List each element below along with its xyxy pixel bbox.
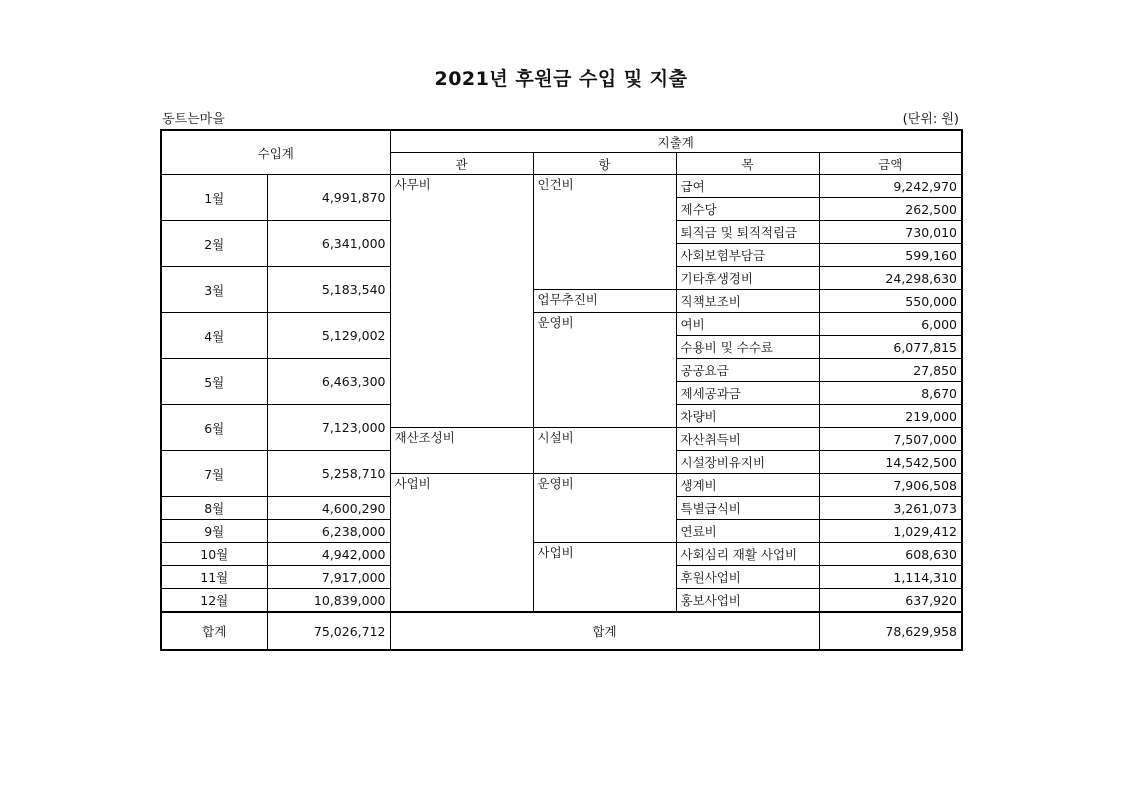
income-amount: 6,238,000 xyxy=(267,520,390,543)
income-month: 11월 xyxy=(161,566,267,589)
mok-name: 연료비 xyxy=(676,520,819,543)
income-month: 9월 xyxy=(161,520,267,543)
income-total-amount: 75,026,712 xyxy=(267,612,390,650)
income-header: 수입계 xyxy=(161,130,390,175)
hang-cell: 사업비 xyxy=(533,543,676,613)
mok-name: 공공요금 xyxy=(676,359,819,382)
mok-name: 사회심리 재활 사업비 xyxy=(676,543,819,566)
mok-amount: 7,507,000 xyxy=(819,428,962,451)
mok-name: 자산취득비 xyxy=(676,428,819,451)
gwan-cell: 재산조성비 xyxy=(390,428,533,474)
income-amount: 6,341,000 xyxy=(267,221,390,267)
expense-total-label: 합계 xyxy=(390,612,819,650)
income-month: 2월 xyxy=(161,221,267,267)
mok-amount: 262,500 xyxy=(819,198,962,221)
mok-name: 홍보사업비 xyxy=(676,589,819,613)
gwan-cell: 사업비 xyxy=(390,474,533,613)
income-amount: 10,839,000 xyxy=(267,589,390,613)
income-total-label: 합계 xyxy=(161,612,267,650)
mok-amount: 14,542,500 xyxy=(819,451,962,474)
hang-cell: 업무추진비 xyxy=(533,290,676,313)
income-month: 10월 xyxy=(161,543,267,566)
income-month: 3월 xyxy=(161,267,267,313)
unit-label: (단위: 원) xyxy=(902,112,959,127)
mok-name: 여비 xyxy=(676,313,819,336)
mok-name: 제세공과금 xyxy=(676,382,819,405)
table-row xyxy=(161,543,962,566)
hang-cell: 운영비 xyxy=(533,313,676,428)
mok-amount: 219,000 xyxy=(819,405,962,428)
mok-amount: 6,077,815 xyxy=(819,336,962,359)
hang-header: 항 xyxy=(533,153,676,175)
income-month: 12월 xyxy=(161,589,267,613)
amount-header: 금액 xyxy=(819,153,962,175)
income-month: 5월 xyxy=(161,359,267,405)
income-month: 1월 xyxy=(161,175,267,221)
mok-amount: 608,630 xyxy=(819,543,962,566)
hang-cell: 인건비 xyxy=(533,175,676,290)
organization-name: 동트는마을 xyxy=(162,112,225,127)
table-row xyxy=(161,175,962,198)
mok-name: 퇴직금 및 퇴직적립금 xyxy=(676,221,819,244)
income-amount: 7,123,000 xyxy=(267,405,390,451)
expense-header: 지출계 xyxy=(390,130,962,153)
income-amount: 5,183,540 xyxy=(267,267,390,313)
gwan-header: 관 xyxy=(390,153,533,175)
mok-name: 제수당 xyxy=(676,198,819,221)
table-row xyxy=(161,313,962,336)
mok-name: 기타후생경비 xyxy=(676,267,819,290)
mok-amount: 550,000 xyxy=(819,290,962,313)
mok-amount: 24,298,630 xyxy=(819,267,962,290)
page-title: 2021년 후원금 수입 및 지출 xyxy=(434,68,688,90)
income-month: 8월 xyxy=(161,497,267,520)
mok-amount: 8,670 xyxy=(819,382,962,405)
income-amount: 5,129,002 xyxy=(267,313,390,359)
income-month: 7월 xyxy=(161,451,267,497)
income-amount: 4,991,870 xyxy=(267,175,390,221)
mok-amount: 27,850 xyxy=(819,359,962,382)
income-amount: 4,942,000 xyxy=(267,543,390,566)
income-amount: 7,917,000 xyxy=(267,566,390,589)
expense-total-amount: 78,629,958 xyxy=(819,612,962,650)
income-amount: 4,600,290 xyxy=(267,497,390,520)
hang-cell: 운영비 xyxy=(533,474,676,543)
mok-amount: 3,261,073 xyxy=(819,497,962,520)
mok-name: 수용비 및 수수료 xyxy=(676,336,819,359)
hang-cell: 시설비 xyxy=(533,428,676,474)
income-amount: 5,258,710 xyxy=(267,451,390,497)
mok-amount: 6,000 xyxy=(819,313,962,336)
mok-name: 시설장비유지비 xyxy=(676,451,819,474)
income-amount: 6,463,300 xyxy=(267,359,390,405)
mok-name: 특별급식비 xyxy=(676,497,819,520)
mok-amount: 637,920 xyxy=(819,589,962,613)
mok-header: 목 xyxy=(676,153,819,175)
mok-amount: 1,029,412 xyxy=(819,520,962,543)
mok-amount: 730,010 xyxy=(819,221,962,244)
income-month: 4월 xyxy=(161,313,267,359)
mok-name: 직책보조비 xyxy=(676,290,819,313)
income-expense-table xyxy=(160,129,963,651)
mok-amount: 7,906,508 xyxy=(819,474,962,497)
mok-name: 생계비 xyxy=(676,474,819,497)
income-month: 6월 xyxy=(161,405,267,451)
mok-amount: 9,242,970 xyxy=(819,175,962,198)
mok-amount: 1,114,310 xyxy=(819,566,962,589)
total-row xyxy=(161,612,962,650)
mok-name: 사회보험부담금 xyxy=(676,244,819,267)
mok-amount: 599,160 xyxy=(819,244,962,267)
mok-name: 급여 xyxy=(676,175,819,198)
mok-name: 차량비 xyxy=(676,405,819,428)
gwan-cell: 사무비 xyxy=(390,175,533,428)
mok-name: 후원사업비 xyxy=(676,566,819,589)
